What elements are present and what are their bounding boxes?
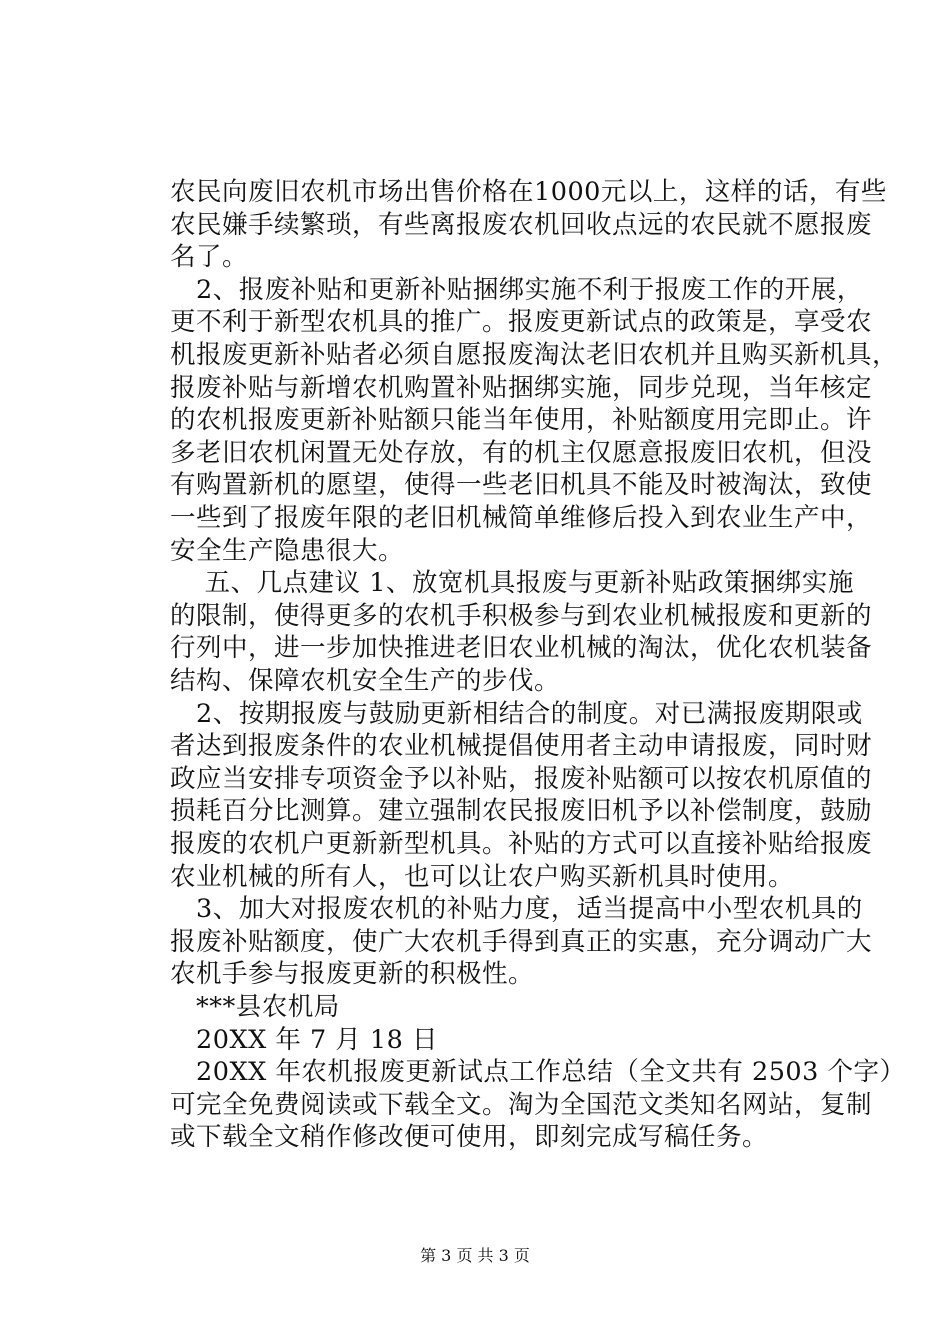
text-line: 多老旧农机闲置无处存放，有的机主仅愿意报废旧农机，但没: [170, 437, 873, 468]
text-line: 可完全免费阅读或下载全文。淘为全国范文类知名网站，复制: [170, 1089, 873, 1120]
text-line: 2、按期报废与鼓励更新相结合的制度。对已满报废期限或: [170, 698, 863, 729]
text-line: 结构、保障农机安全生产的步伐。: [170, 666, 561, 696]
text-line: 20XX 年农机报废更新试点工作总结（全文共有 2503 个字）: [170, 1057, 906, 1088]
text-line: 农业机械的所有人，也可以让农户购买新机具时使用。: [170, 861, 795, 892]
text-line: 或下载全文稍作修改便可使用，即刻完成写稿任务。: [170, 1122, 769, 1153]
page-footer: 第 3 页 共 3 页: [420, 1246, 530, 1265]
text-line: 的农机报废更新补贴额只能当年使用，补贴额度用完即止。许: [170, 405, 873, 436]
text-line: 3、加大对报废农机的补贴力度，适当提高中小型农机具的: [170, 894, 863, 925]
text-line: 损耗百分比测算。建立强制农民报废旧机予以补偿制度，鼓励: [170, 796, 873, 827]
text-line: 更不利于新型农机具的推广。报废更新试点的政策是，享受农: [170, 307, 873, 338]
text-line: 名了。: [170, 242, 249, 273]
text-line: 行列中，进一步加快推进老旧农业机械的淘汰，优化农机装备: [170, 633, 873, 664]
text-line: 2、报废补贴和更新补贴捆绑实施不利于报废工作的开展，: [170, 274, 863, 305]
text-line: 报废补贴额度，使广大农机手得到真正的实惠，充分调动广大: [170, 926, 873, 957]
text-line: 有购置新机的愿望，使得一些老旧机具不能及时被淘汰，致使: [170, 470, 873, 501]
text-line: 农民向废旧农机市场出售价格在1000元以上，这样的话，有些: [170, 177, 887, 207]
text-line: 机报废更新补贴者必须自愿报废淘汰老旧农机并且购买新机具，: [170, 340, 899, 370]
text-line: 政应当安排专项资金予以补贴，报废补贴额可以按农机原值的: [170, 763, 873, 794]
text-line: 20XX 年 7 月 18 日: [170, 1024, 438, 1055]
text-line: 的限制，使得更多的农机手积极参与到农业机械报废和更新的: [170, 600, 873, 631]
text-line: ***县农机局: [170, 992, 340, 1022]
text-line: 报废的农机户更新新型机具。补贴的方式可以直接补贴给报废: [170, 829, 873, 859]
text-line: 农机手参与报废更新的积极性。: [170, 959, 535, 990]
text-line: 农民嫌手续繁琐，有些离报废农机回收点远的农民就不愿报废: [170, 209, 873, 240]
text-line: 五、几点建议 1、放宽机具报废与更新补贴政策捆绑实施: [170, 568, 854, 599]
text-line: 者达到报废条件的农业机械提倡使用者主动申请报废，同时财: [170, 731, 873, 762]
text-line: 安全生产隐患很大。: [170, 535, 405, 566]
text-line: 一些到了报废年限的老旧机械简单维修后投入到农业生产中，: [170, 503, 873, 533]
text-line: 报废补贴与新增农机购置补贴捆绑实施，同步兑现，当年核定: [170, 372, 873, 403]
